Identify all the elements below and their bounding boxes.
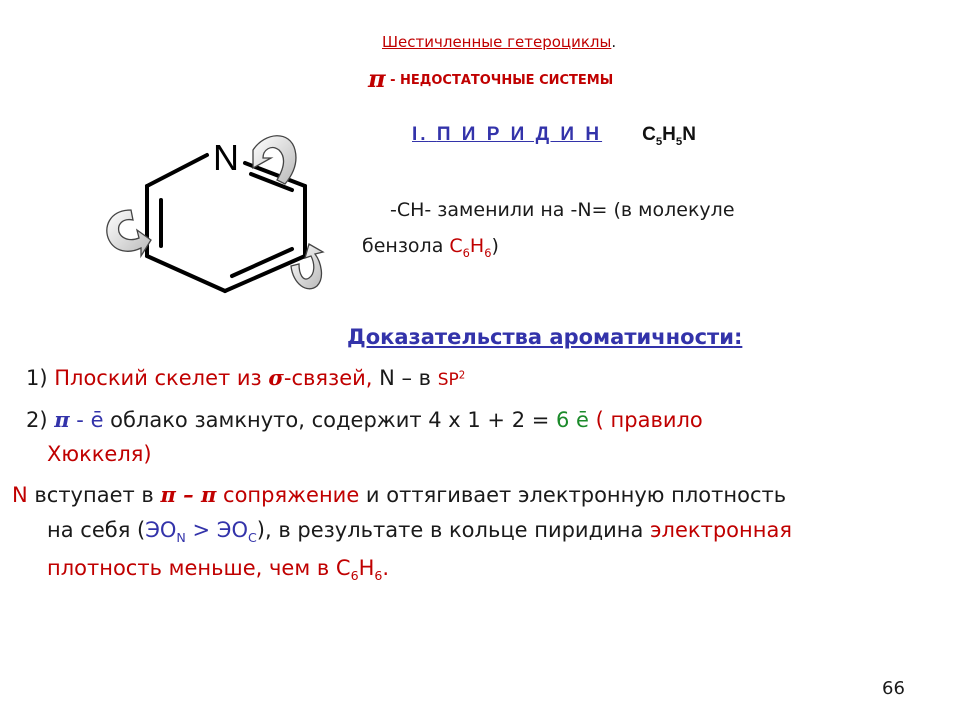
pyridine-structure	[95, 128, 335, 308]
nitrogen-atom-label: N	[213, 137, 239, 178]
pyridine-formula: $C_5H_5N$	[642, 124, 696, 148]
pi-symbol: π	[368, 64, 386, 93]
slide-subtitle: π - НЕДОСТАТОЧНЫЕ СИСТЕМЫ	[368, 64, 614, 93]
page-number: 66	[882, 678, 905, 699]
slide-title: Шестичленные гетероциклы.	[382, 33, 617, 51]
conclusion-line3: плотность меньше, чем в $С_6Н_6$.	[47, 556, 390, 584]
replacement-note-line2: бензола $C_6H_6$)	[362, 235, 499, 260]
pi-symbol: π	[54, 407, 70, 432]
conclusion-line1: N вступает в π – π сопряжение и оттягивает электронную плотность	[12, 482, 787, 507]
evidence-heading: Доказательства ароматичности:	[347, 325, 743, 349]
pi-pi-symbol: π – π	[160, 482, 217, 507]
compound-heading: I. П И Р И Д И Н $C_5H_5N$	[412, 124, 696, 148]
evidence-point-1: 1) Плоский скелет из σ-связей, N – в $SP^2$	[26, 365, 466, 390]
replacement-note-line1: -CH- заменили на -N= (в молекуле	[390, 199, 735, 221]
evidence-point-2-rule: Хюккеля)	[47, 442, 152, 466]
curved-arrow-icon	[291, 244, 323, 289]
conclusion-line2: на себя $(ЭО_N > ЭО_C)$, в результате в кольце пиридина электронная	[47, 518, 792, 546]
benzene-formula: $C_6H_6$	[449, 235, 492, 260]
sigma-symbol: σ	[268, 365, 284, 390]
evidence-point-2: 2) π - ē облако замкнуто, содержит 4 х 1 + 2 = 6 ē ( правило	[26, 407, 703, 432]
curved-arrow-icon	[107, 210, 151, 256]
